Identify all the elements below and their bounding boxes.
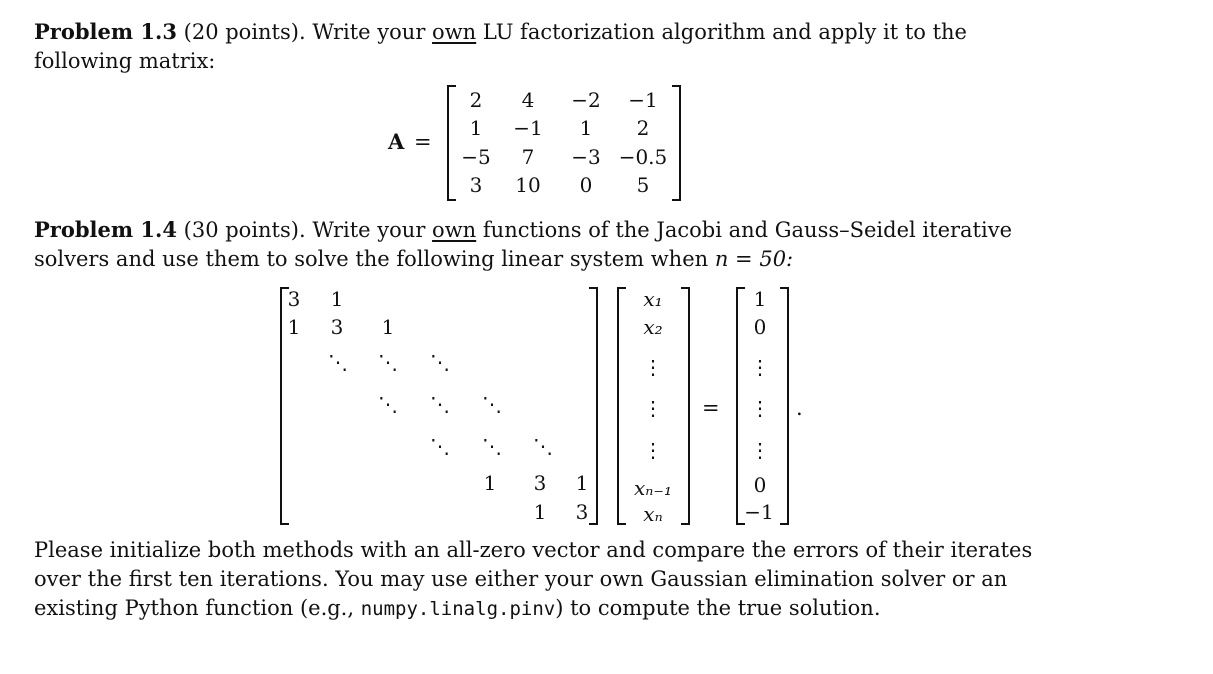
coeff-cell: 1	[330, 287, 344, 311]
diagonal-dots: ⋱	[328, 350, 348, 374]
instructions-paragraph	[34, 536, 1054, 624]
problem-1-3-label: Problem 1.3	[34, 19, 177, 44]
matrix-a-cell: −0.5	[618, 145, 668, 169]
matrix-a-cell: 7	[521, 145, 535, 169]
problem-1-4-points: (30 points).	[183, 218, 306, 242]
matrix-a-cell: −3	[571, 145, 601, 169]
n-equals-50: n = 50:	[714, 247, 794, 271]
system-period: .	[796, 396, 803, 420]
x-entry: xₙ	[643, 502, 663, 526]
coeff-cell: 1	[287, 315, 301, 339]
b-entry: 0	[753, 315, 767, 339]
b-entry: 1	[753, 287, 767, 311]
coeff-cell: 3	[287, 287, 301, 311]
b-entry: 0	[753, 473, 767, 497]
problem-1-4-statement	[34, 215, 1054, 274]
diagonal-dots: ⋱	[378, 350, 398, 374]
diagonal-dots: ⋱	[430, 434, 450, 458]
problem-1-3-statement	[34, 17, 1054, 76]
coeff-cell: 3	[575, 500, 589, 524]
matrix-a-cell: −1	[628, 88, 658, 112]
vertical-dots: ⋮	[643, 396, 663, 420]
matrix-a-cell: 1	[579, 116, 593, 140]
matrix-a-cell: 2	[469, 88, 483, 112]
diagonal-dots: ⋱	[378, 392, 398, 416]
coeff-cell: 1	[533, 500, 547, 524]
problem-1-4-text-a: Write your	[312, 218, 426, 242]
diagonal-dots: ⋱	[482, 434, 502, 458]
diagonal-dots: ⋱	[482, 392, 502, 416]
matrix-a-cell: 0	[579, 173, 593, 197]
own-emphasis: own	[432, 20, 477, 44]
matrix-a-cell: 5	[636, 173, 650, 197]
matrix-a-cell: −2	[571, 88, 601, 112]
b-vector-right-bracket	[780, 287, 789, 525]
vertical-dots: ⋮	[643, 355, 663, 379]
matrix-a-cell: 10	[515, 173, 541, 197]
vertical-dots: ⋮	[643, 438, 663, 462]
vertical-dots: ⋮	[750, 438, 770, 462]
problem-1-3-text-a: Write your	[312, 20, 426, 44]
code-snippet: numpy.linalg.pinv	[360, 598, 556, 620]
diagonal-dots: ⋱	[533, 434, 553, 458]
instructions-text-b: ) to compute the true solution.	[555, 596, 881, 620]
matrix-a-cell: −5	[461, 145, 491, 169]
own-emphasis: own	[432, 218, 477, 242]
matrix-a-name: A	[388, 129, 405, 154]
vertical-dots: ⋮	[750, 355, 770, 379]
matrix-a-equals: =	[414, 130, 432, 154]
matrix-a-cell: 2	[636, 116, 650, 140]
coeff-cell: 1	[575, 471, 589, 495]
matrix-a-right-bracket	[672, 85, 681, 201]
system-equals: =	[702, 396, 720, 420]
matrix-a-left-bracket	[447, 85, 456, 201]
instructions-text-a: Please initialize both methods with an all-zero vector and compare the errors of their iterates over the first ten iterations. You may use either your own Gaussian elimination solver or an existing Python function (e.g.,	[34, 538, 1033, 620]
problem-1-3-points: (20 points).	[183, 20, 306, 44]
matrix-a-cell: 4	[521, 88, 535, 112]
coeff-cell: 1	[381, 315, 395, 339]
matrix-a-cell: 1	[469, 116, 483, 140]
matrix-a-cell: −1	[513, 116, 543, 140]
coeff-cell: 3	[330, 315, 344, 339]
x-entry: x₁	[643, 287, 663, 311]
vertical-dots: ⋮	[750, 396, 770, 420]
problem-1-4-text-b: functions of the Jacobi and Gauss–Seidel iterative solvers and use them to solve the following linear system when	[34, 218, 1013, 271]
problem-1-3-text-b: LU factorization algorithm and apply it to the following matrix:	[34, 20, 967, 73]
matrix-a-cell: 3	[469, 173, 483, 197]
b-entry: −1	[744, 500, 774, 524]
x-entry: xₙ₋₁	[634, 476, 672, 500]
x-entry: x₂	[643, 315, 663, 339]
coeff-cell: 1	[483, 471, 497, 495]
diagonal-dots: ⋱	[430, 392, 450, 416]
diagonal-dots: ⋱	[430, 350, 450, 374]
coeff-cell: 3	[533, 471, 547, 495]
problem-1-4-label: Problem 1.4	[34, 217, 177, 242]
